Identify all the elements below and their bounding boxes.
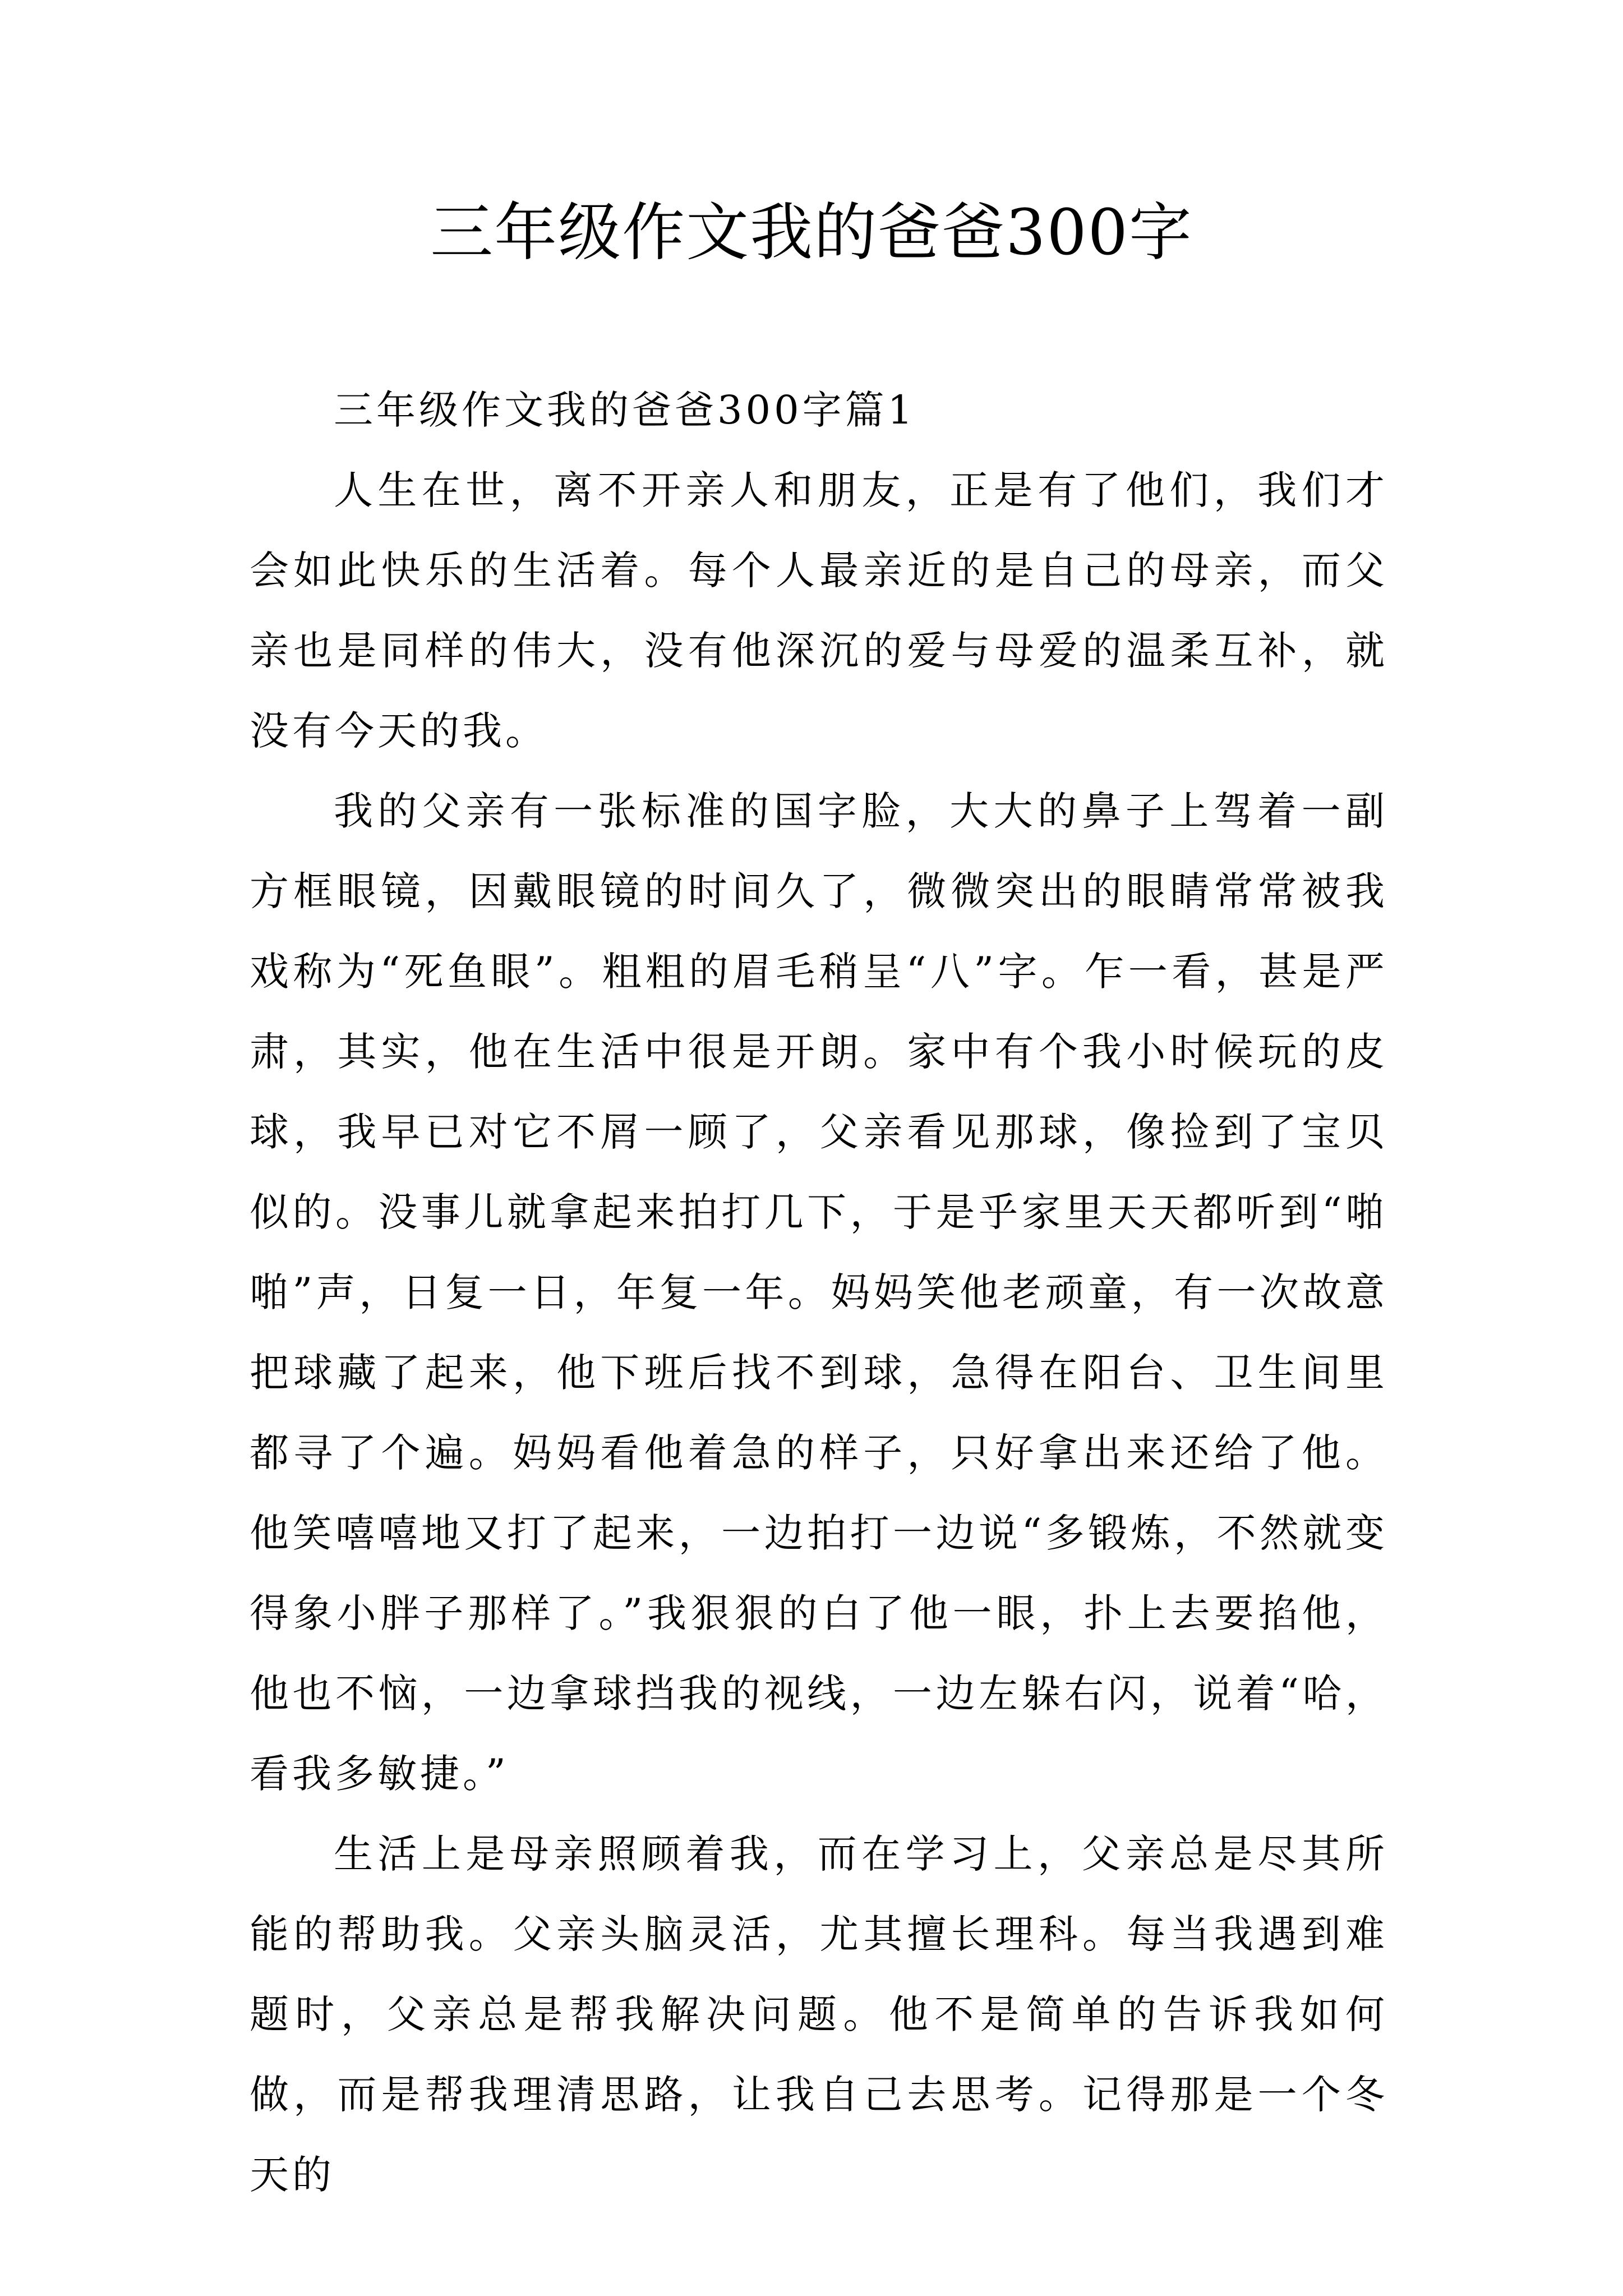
document-body [250,370,1388,2215]
paragraph-3: 生活上是母亲照顾着我，而在学习上，父亲总是尽其所能的帮助我。父亲头脑灵活，尤其擅长理科。每当我遇到难题时，父亲总是帮我解决问题。他不是简单的告诉我如何做，而是帮我理清思路，让我自己去思考。记得那是一个冬天的 [250,1831,1388,2198]
paragraph-1: 人生在世，离不开亲人和朋友，正是有了他们，我们才会如此快乐的生活着。每个人最亲近的是自己的母亲，而父亲也是同样的伟大，没有他深沉的爱与母爱的温柔互补，就没有今天的我。 [250,467,1388,754]
document-title: 三年级作文我的爸爸300字 [430,196,1193,269]
section-heading: 三年级作文我的爸爸300字篇1 [334,387,916,433]
paragraph-2: 我的父亲有一张标准的国字脸，大大的鼻子上驾着一副方框眼镜，因戴眼镜的时间久了，微微突出的眼睛常常被我戏称为“死鱼眼”。粗粗的眉毛稍呈“八”字。乍一看，甚是严肃，其实，他在生活中很是开朗。家中有个我小时候玩的皮球，我早已对它不屑一顾了，父亲看见那球，像捡到了宝贝似的。没事儿就拿起来拍打几下，于是乎家里天天都听到“啪啪”声，日复一日，年复一年。妈妈笑他老顽童，有一次故意把球藏了起来，他下班后找不到球，急得在阳台、卫生间里都寻了个遍。妈妈看他着急的样子，只好拿出来还给了他。他笑嘻嘻地又打了起来，一边拍打一边说“多锻炼，不然就变得象小胖子那样了。”我狠狠的白了他一眼，扑上去要掐他，他也不恼，一边拿球挡我的视线，一边左躲右闪，说着“哈，看我多敏捷。” [250,788,1388,1797]
